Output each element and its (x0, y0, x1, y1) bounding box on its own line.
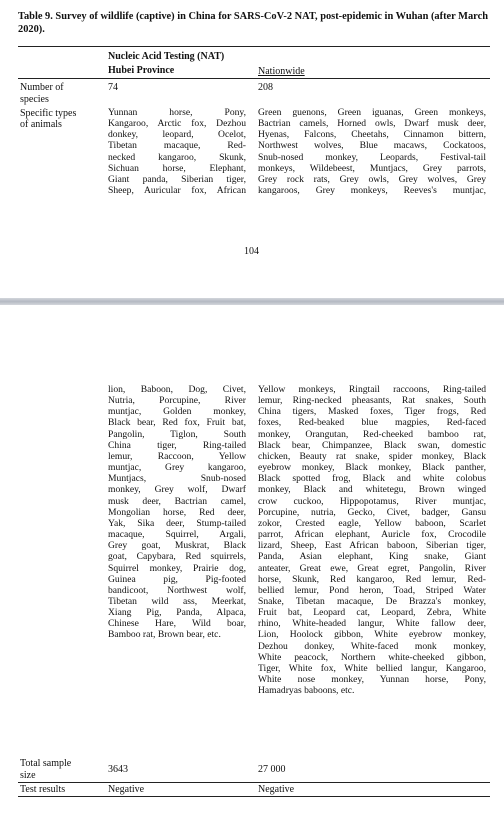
species-list-line: Bamboo rat, Brown bear, etc. (108, 629, 221, 641)
species-list-line: Yunnan horse, Pony, (108, 107, 246, 118)
species-list-line: Black bear, Red fox, Fruit bat, (108, 417, 246, 429)
species-list-line: rhino, White-headed langur, White fallow deer, (258, 618, 486, 630)
species-list-line: kangaroos, Grey monkeys, Reeves's muntjac, (258, 185, 486, 197)
species-list-line: Dezhou donkey, White-faced monk monkey, (258, 640, 486, 652)
species-list-line: Black spotted frog, Black and white colobus (258, 473, 486, 485)
species-list-line: Mongolian horse, Red deer, (108, 506, 246, 518)
species-list-line: horse, Skunk, Red kangaroo, Red lemur, Red- (258, 573, 486, 585)
species-list-line: China tiger, Ring-tailed (108, 439, 246, 451)
species-list-line: monkey, Grey wolf, Dwarf (108, 484, 246, 496)
species-list-line: Green guenons, Green iguanas, Green monkeys, (258, 107, 486, 118)
species-list-line: Xiang Pig, Panda, Alpaca, (108, 607, 246, 619)
results-hubei-value: Negative (108, 784, 145, 795)
species-list-line: monkeys, Wildebeest, Muntjacs, Grey parrots, (258, 162, 486, 174)
species-list-line: Hamadryas baboons, etc. (258, 685, 355, 697)
species-list-line: Snake, Tibetan macaque, De Brazza's monkey, (258, 595, 486, 607)
types-label-line1: Specific types (20, 108, 77, 119)
species-list-line: Porcupine, nutria, Gecko, Civet, badger, Gansu (258, 506, 486, 518)
nationwide-header: Nationwide (258, 66, 305, 77)
total-label-line1: Total sample (20, 758, 72, 769)
species-list-line: Tibetan macaque, Red- (108, 140, 246, 152)
species-list-line: Lion, Hoolock gibbon, White eyebrow monkey, (258, 629, 486, 641)
species-list-line: bandicoot, Northwest wolf, (108, 584, 246, 596)
species-list-line: Sichuan horse, Elephant, (108, 162, 246, 174)
species-list-line: bellied lemur, Pond heron, Toad, Striped Water (258, 584, 486, 596)
species-list-line: lemur, Raccoon, Yellow (108, 450, 246, 462)
species-list-line: Kangaroo, Arctic fox, Dezhou (108, 118, 246, 130)
species-list-line: Hyenas, Falcons, Cheetahs, Cinnamon bittern, (258, 129, 486, 141)
species-list-line: zokor, Crested eagle, Yellow baboon, Scarlet (258, 517, 486, 529)
table-title: Table 9. Survey of wildlife (captive) in China for SARS-CoV-2 NAT, post-epidemic in Wuhan (after March 2020). (18, 11, 488, 35)
species-list-line: macaque, Squirrel, Argali, (108, 529, 246, 541)
species-list-line: Squirrel monkey, Prairie dog, (108, 562, 246, 574)
page-break-separator (0, 298, 504, 305)
hubei-header: Hubei Province (108, 65, 175, 76)
species-list-line: foxes, Red-beaked blue magpies, Red-faced (258, 417, 486, 429)
species-list-line: monkey, Orangutan, Red-cheeked bamboo rat, (258, 428, 486, 440)
species-list-line: anteater, Great ewe, Great egret, Pangolin, River (258, 562, 486, 574)
species-list-line: lizard, Sheep, East African baboon, Siberian tiger, (258, 540, 486, 552)
species-list-line: Chinese Hare, Wild boar, (108, 618, 246, 630)
total-hubei-value: 3643 (108, 764, 128, 775)
species-list-line: goat, Capybara, Red squirrels, (108, 551, 246, 563)
types-label-line2: of animals (20, 119, 62, 130)
total-nationwide-value: 27 000 (258, 764, 286, 775)
header-rule (18, 78, 490, 79)
total-label-line2: size (20, 770, 36, 781)
species-list-line: China tigers, Masked foxes, Tiger frogs, Red (258, 406, 486, 418)
table-top-rule (18, 46, 490, 47)
species-list-line: monkey, Black and whitetegu, Brown winged (258, 484, 486, 496)
species-list-line: crow cuckoo, Hippopotamus, River muntjac, (258, 495, 486, 507)
species-list-line: lemur, Ring-necked pheasants, Rat snakes, South (258, 395, 486, 407)
species-list-line: eyebrow monkey, Black monkey, Black panther, (258, 462, 486, 474)
results-label: Test results (20, 784, 66, 795)
species-list-line: White peacock, Northern white-cheeked gibbon, (258, 651, 486, 663)
species-nationwide-value: 208 (258, 82, 273, 93)
species-list-line: Tibetan wild ass, Meerkat, (108, 595, 246, 607)
species-label-line1: Number of (20, 82, 64, 93)
species-list-line: necked kangaroo, Skunk, (108, 151, 246, 163)
species-label-line2: species (20, 94, 49, 105)
species-list-line: Pangolin, Tiglon, South (108, 428, 246, 440)
page-number: 104 (244, 246, 259, 257)
species-list-line: Tiger, White fox, White bellied langur, Kangaroo, (258, 662, 486, 674)
species-list-line: Panda, Asian elephant, King snake, Giant (258, 551, 486, 563)
species-list-line: Grey goat, Muskrat, Black (108, 540, 246, 552)
nationwide-species-list-part1 (258, 107, 486, 196)
species-list-line: Yellow monkeys, Ringtail raccoons, Ring-tailed (258, 384, 486, 395)
species-list-line: Fruit bat, Leopard cat, Leopard, Zebra, White (258, 607, 486, 619)
species-list-line: musk deer, Bactrian camel, (108, 495, 246, 507)
species-list-line: Sheep, Auricular fox, African (108, 185, 246, 197)
species-hubei-value: 74 (108, 82, 118, 93)
species-list-line: chicken, Beauty rat snake, spider monkey, Black (258, 450, 486, 462)
species-list-line: White nose monkey, Yunnan horse, Pony, (258, 674, 486, 686)
species-list-line: Northwest wolves, Blue macaws, Cockatoos, (258, 140, 486, 152)
species-list-line: donkey, leopard, Ocelot, (108, 129, 246, 141)
results-nationwide-value: Negative (258, 784, 295, 795)
results-top-rule (18, 782, 490, 783)
species-list-line: lion, Baboon, Dog, Civet, (108, 384, 246, 395)
species-list-line: Bactrian camels, Horned owls, Dwarf musk deer, (258, 118, 486, 130)
nat-header: Nucleic Acid Testing (NAT) (108, 51, 225, 62)
table-bottom-rule (18, 796, 490, 797)
nationwide-species-list-part2 (258, 384, 486, 696)
species-list-line: Black bear, Chimpanzee, Black swan, domestic (258, 439, 486, 451)
hubei-species-list-part1 (108, 107, 246, 196)
species-list-line: Giant panda, Siberian tiger, (108, 173, 246, 185)
species-list-line: Grey rock rats, Grey owls, Grey wolves, Grey (258, 173, 486, 185)
species-list-line: Guinea pig, Pig-footed (108, 573, 246, 585)
species-list-line: Snub-nosed monkey, Leopards, Festival-tail (258, 151, 486, 163)
species-list-line: muntjac, Grey kangaroo, (108, 462, 246, 474)
species-list-line: parrot, African elephant, Auricle fox, Crocodile (258, 529, 486, 541)
hubei-species-list-part2 (108, 384, 246, 641)
species-list-line: Muntjacs, Snub-nosed (108, 473, 246, 485)
species-list-line: Nutria, Porcupine, River (108, 395, 246, 407)
species-list-line: Yak, Sika deer, Stump-tailed (108, 517, 246, 529)
species-list-line: muntjac, Golden monkey, (108, 406, 246, 418)
